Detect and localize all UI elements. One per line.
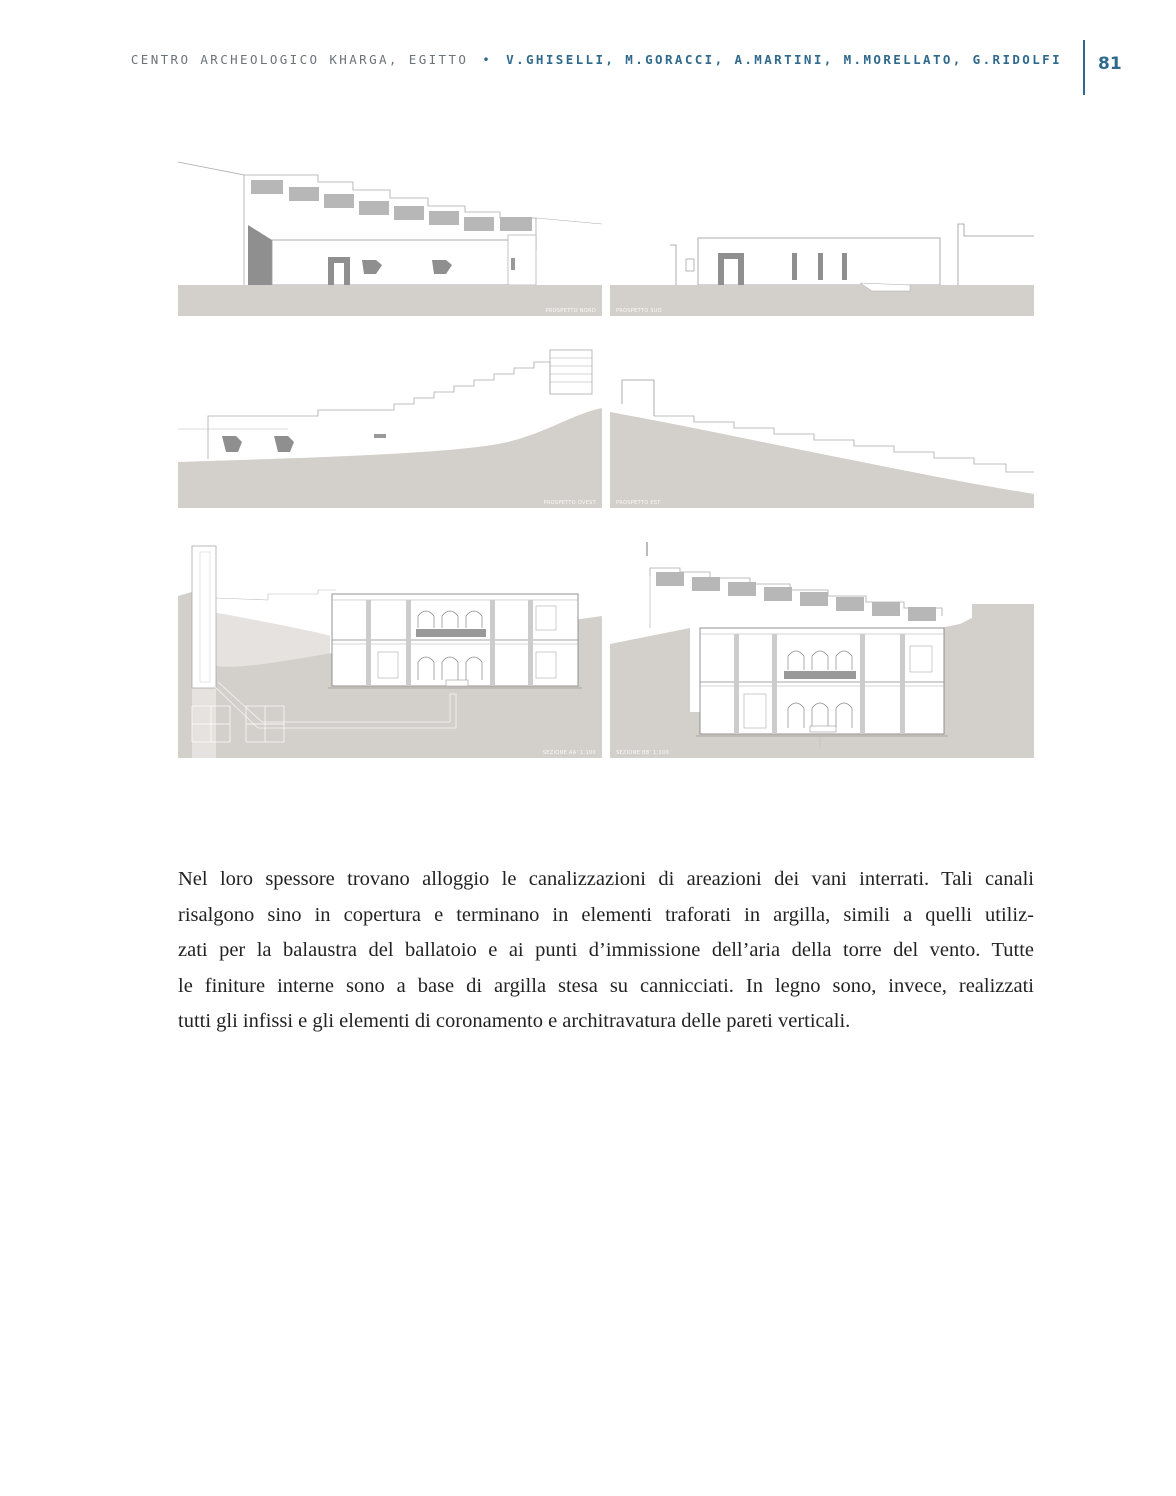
panel-caption: SEZIONE AA' 1:100 [542,750,596,756]
drawing-prospetto-ovest [178,324,602,508]
header-authors: V.GHISELLI, M.GORACCI, A.MARTINI, M.MORELLATO, G.RIDOLFI [506,52,1062,67]
architectural-drawings-figure [178,150,1034,758]
body-line: Nel loro spessore trovano alloggio le canalizzazioni di areazioni dei vani interrati. Tali canali [178,868,1034,890]
running-header [0,52,1062,67]
panel-caption: PROSPETTO SUD [616,308,662,314]
drawing-prospetto-nord [178,150,602,316]
header-separator: • [482,52,493,67]
panel-caption: PROSPETTO EST [616,500,661,506]
body-line: tutti gli infissi e gli elementi di coronamento e architravatura delle pareti verticali. [178,1010,851,1032]
running-title: CENTRO ARCHEOLOGICO KHARGA, EGITTO [130,52,469,67]
body-line: risalgono sino in copertura e terminano in elementi traforati in argilla, simili a quelli utiliz- [178,903,1034,926]
panel-caption: PROSPETTO OVEST [543,500,596,506]
drawing-prospetto-est [610,324,1034,508]
drawing-sezione-aa [178,516,602,758]
body-paragraph [178,862,1034,1040]
panel-caption: SEZIONE BB' 1:100 [616,750,669,756]
drawing-prospetto-sud [610,150,1034,316]
drawing-sezione-bb [610,516,1034,758]
body-line: zati per la balaustra del ballatoio e ai punti d’immissione dell’aria della torre del vento. Tutte [178,939,1034,961]
page-number: 81 [1098,54,1122,74]
header-divider [1083,40,1085,95]
body-line: le finiture interne sono a base di argilla stesa su cannicciati. In legno sono, invece, realizzati [178,974,1034,997]
panel-caption: PROSPETTO NORD [545,308,596,314]
